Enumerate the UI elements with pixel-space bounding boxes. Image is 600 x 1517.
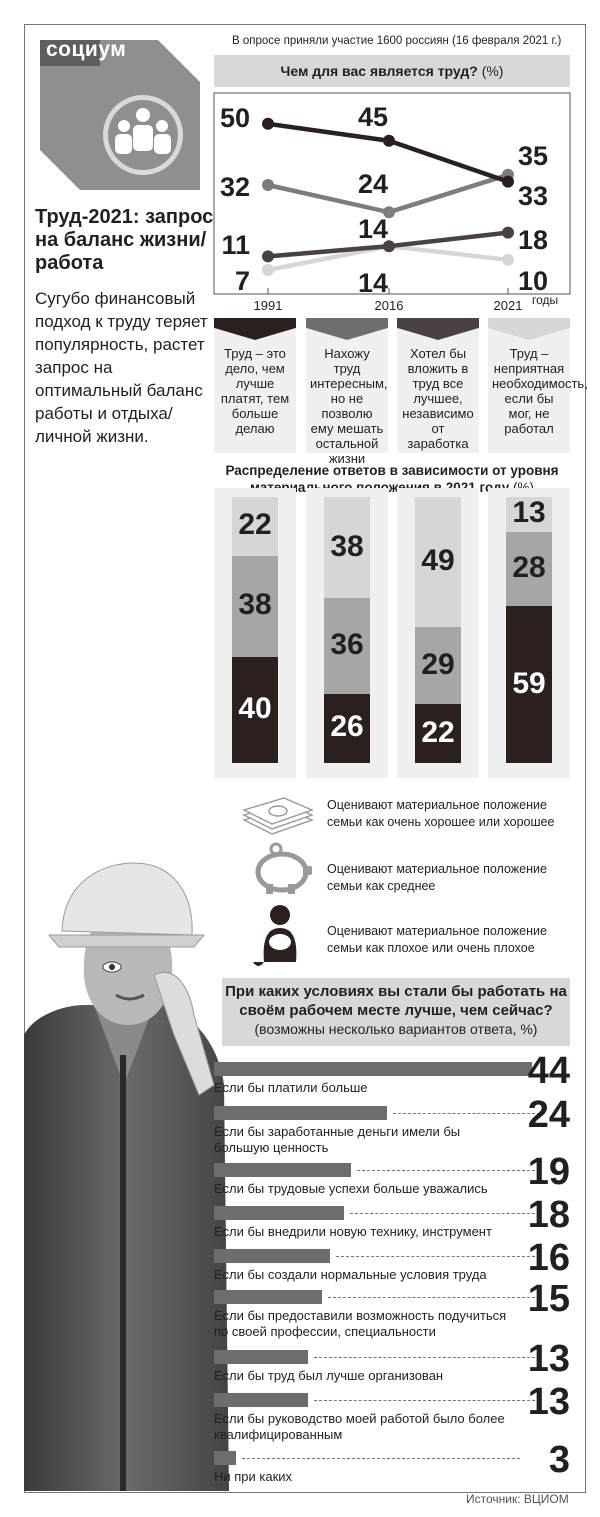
- segment-value: 29: [421, 647, 455, 681]
- h-bar-value: 3: [548, 1439, 570, 1481]
- h-bar-label: Если бы платили больше: [214, 1080, 368, 1095]
- legend-item: [214, 318, 296, 453]
- h-bar-label: Если бы создали нормальные условия труда: [214, 1267, 487, 1282]
- data-label: 32: [219, 172, 250, 202]
- legend-item: [306, 318, 388, 466]
- segment-value: 59: [512, 666, 546, 700]
- data-label: 10: [518, 266, 549, 296]
- rubric-title: социум: [46, 38, 127, 61]
- legend-label: Нахожу труд интересным, но не позволю ему мешать остальной жизни: [310, 346, 388, 466]
- h-bar: [214, 1290, 322, 1304]
- segment-value: 22: [421, 715, 455, 749]
- data-point: [383, 135, 395, 147]
- worker-illustration: [24, 855, 234, 1491]
- h-bar-value: 19: [527, 1151, 570, 1193]
- legend-swatch: [214, 318, 296, 340]
- segment-value: 40: [238, 691, 272, 725]
- data-label: 33: [518, 181, 549, 211]
- h-bar: [214, 1106, 387, 1120]
- line-chart-unit: (%): [481, 63, 504, 79]
- leader-line: [314, 1400, 540, 1401]
- data-point: [502, 176, 514, 188]
- h-bar-label: Если бы труд был лучше организован: [214, 1368, 444, 1383]
- bar-segment: [506, 532, 552, 606]
- legend-item: [397, 318, 479, 453]
- lead-text: Сугубо финансовый подход к труду теряет популярность, растет запрос на оптимальный баланс работы и отдыха/личной жизни.: [35, 289, 208, 446]
- segment-value: 22: [238, 508, 272, 542]
- piggy-bank-icon: [246, 840, 316, 900]
- data-label: 45: [357, 102, 389, 132]
- x-axis-label: годы: [532, 293, 559, 307]
- leader-line: [328, 1297, 540, 1298]
- leader-line: [242, 1458, 520, 1459]
- stacked-bar: [232, 497, 278, 763]
- h-bar-label: Ни при каких: [214, 1469, 293, 1484]
- h-bar-label: Если бы внедрили новую технику, инструмент: [214, 1224, 492, 1239]
- bar-segment: [506, 497, 552, 532]
- q2-question: При каких условиях вы стали бы работать на своём рабочем месте лучше, чем сейчас?: [225, 983, 567, 1019]
- h-bar-label: Если бы предоставили возможность подучиться по своей профессии, специальности: [214, 1308, 507, 1339]
- bar-segment: [415, 627, 461, 704]
- segment-value: 28: [512, 550, 546, 584]
- legend-label: Хотел бы вложить в труд все лучшее, независимо от заработка: [402, 346, 474, 451]
- data-label: 50: [219, 103, 250, 133]
- h-bar-label: Если бы заработанные деньги имели бы большую ценность: [214, 1124, 461, 1155]
- leader-line: [357, 1170, 540, 1171]
- h-bar-label: Если бы трудовые успехи больше уважались: [214, 1181, 488, 1196]
- data-label: 14: [357, 268, 389, 298]
- h-bar: [214, 1350, 308, 1364]
- data-label: 18: [518, 225, 549, 255]
- h-bar: [214, 1393, 308, 1407]
- h-bar: [214, 1451, 236, 1465]
- segment-value: 13: [512, 496, 546, 530]
- q2-subtitle: (возможны несколько вариантов ответа, %): [254, 1021, 538, 1037]
- data-label: 14: [357, 214, 389, 244]
- segment-value: 36: [330, 627, 364, 661]
- data-label: 11: [221, 230, 250, 260]
- data-point: [502, 227, 514, 239]
- headline: Труд-2021: запрос на баланс жизни/работа: [35, 206, 214, 274]
- bar-segment: [415, 497, 461, 627]
- legend-label: Труд – это дело, чем лучше платят, тем больше делаю: [220, 346, 290, 436]
- money-icon: [238, 790, 318, 840]
- data-point: [262, 264, 274, 276]
- stacked-bar: [324, 497, 370, 763]
- q2-title: [222, 978, 570, 1046]
- distribution-title-text: Распределение ответов в зависимости от уровня материального положения: [225, 463, 559, 495]
- source: Источник: ВЦИОМ: [466, 1492, 569, 1506]
- segment-value: 49: [421, 544, 455, 578]
- data-point: [262, 118, 274, 130]
- legend-label: Труд – неприятная необходимость, если бы мог, не работал: [492, 346, 588, 436]
- icon-legend-label: Оценивают материальное положение семьи как среднее: [327, 862, 547, 893]
- leader-line: [336, 1256, 540, 1257]
- segment-value: 26: [330, 710, 364, 744]
- h-bar: [214, 1062, 532, 1076]
- data-point: [262, 250, 274, 262]
- h-bar: [214, 1163, 351, 1177]
- bar-segment: [232, 556, 278, 657]
- x-tick-label: 2021: [493, 298, 523, 313]
- bar-segment: [506, 606, 552, 763]
- leader-line: [350, 1213, 540, 1214]
- poor-person-icon: [250, 902, 310, 972]
- bar-segment: [415, 704, 461, 763]
- h-bar: [214, 1206, 344, 1220]
- data-label: 24: [357, 169, 389, 199]
- x-tick-label: 1991: [253, 298, 283, 313]
- data-label: 35: [518, 141, 549, 171]
- line-chart-question: Чем для вас является труд?: [280, 63, 478, 79]
- bar-segment: [232, 657, 278, 763]
- survey-note: В опросе приняли участие 1600 россиян (16 февраля 2021 г.): [232, 35, 562, 47]
- data-label: 7: [234, 266, 250, 296]
- legend-swatch: [488, 318, 570, 340]
- icon-legend-label: Оценивают материальное положение семьи как плохое или очень плохое: [327, 924, 547, 955]
- stacked-bar: [506, 497, 552, 763]
- line-chart: [0, 0, 600, 320]
- h-bar-value: 16: [527, 1237, 570, 1279]
- bar-segment: [232, 497, 278, 556]
- stacked-bar: [415, 497, 461, 763]
- bar-segment: [324, 694, 370, 763]
- leader-line: [314, 1357, 540, 1358]
- h-bar-value: 24: [527, 1094, 570, 1136]
- bar-segment: [324, 497, 370, 598]
- h-bar-value: 15: [527, 1278, 570, 1320]
- leader-line: [393, 1113, 540, 1114]
- legend-swatch: [306, 318, 388, 340]
- h-bar-value: 13: [527, 1381, 570, 1423]
- h-bar-value: 44: [527, 1050, 570, 1092]
- data-point: [502, 254, 514, 266]
- segment-value: 38: [238, 588, 272, 622]
- h-bar-value: 18: [527, 1194, 570, 1236]
- legend-swatch: [397, 318, 479, 340]
- h-bar-label: Если бы руководство моей работой было более квалифицированным: [214, 1411, 505, 1442]
- bar-segment: [324, 598, 370, 694]
- data-point: [262, 179, 274, 191]
- segment-value: 38: [330, 529, 364, 563]
- legend-item: [488, 318, 588, 453]
- icon-legend-label: Оценивают материальное положение семьи как очень хорошее или хорошее: [327, 798, 555, 829]
- h-bar: [214, 1249, 330, 1263]
- h-bar-value: 13: [527, 1338, 570, 1380]
- x-tick-label: 2016: [374, 298, 404, 313]
